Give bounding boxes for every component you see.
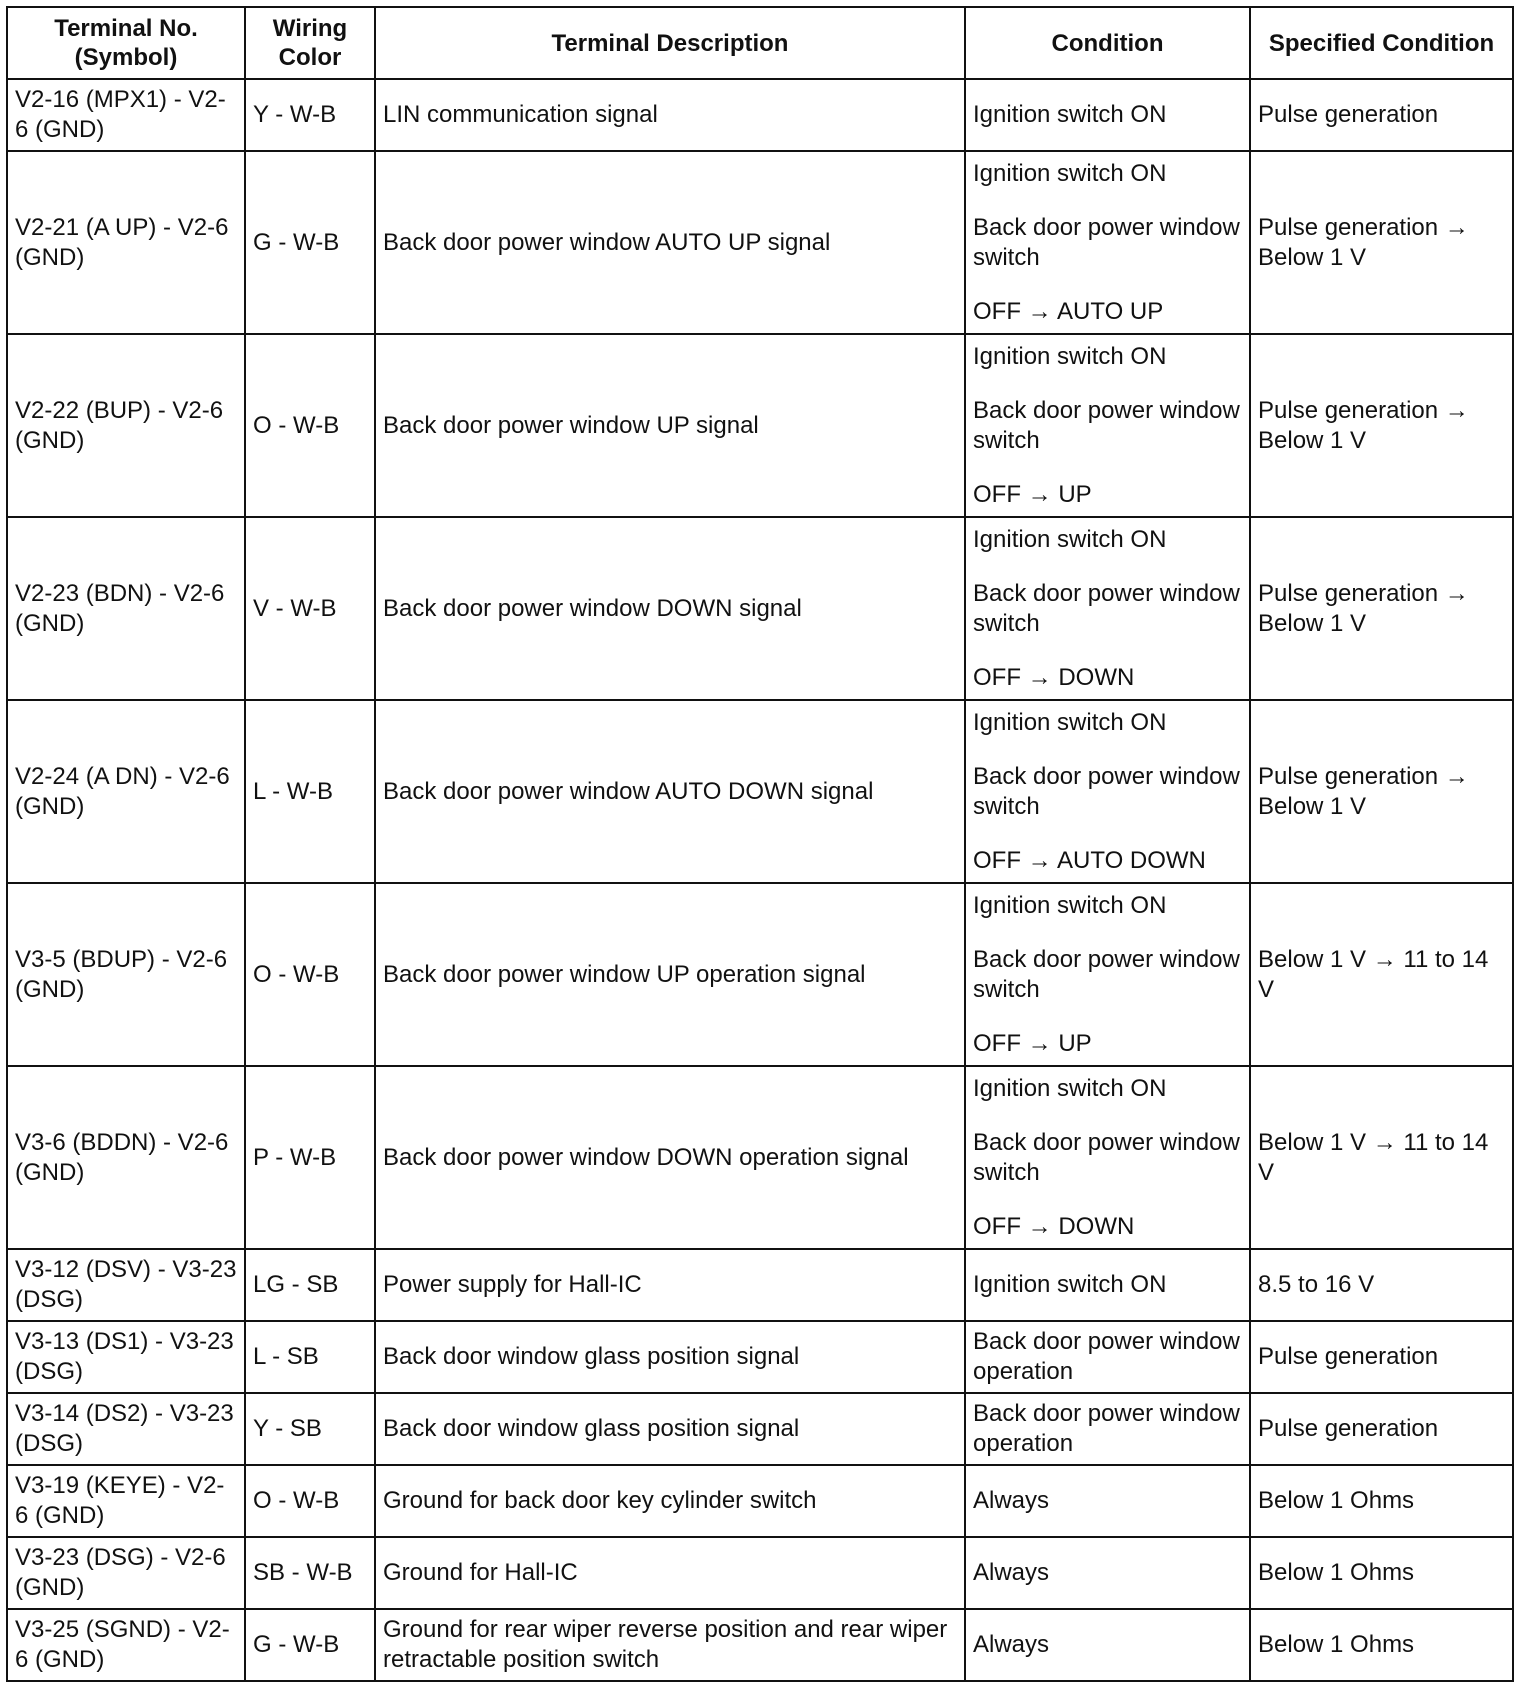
terminal-cell: V2-16 (MPX1) - V2-6 (GND) [7,79,245,151]
condition-lines [973,708,1242,876]
specified-condition-cell: Pulse generation [1250,1393,1513,1465]
condition-line: Back door power window operation [973,1400,1240,1457]
condition-gap [973,921,1242,945]
description-cell: LIN communication signal [375,79,965,151]
description-cell: Back door power window UP signal [375,334,965,517]
specified-condition-cell: 8.5 to 16 V [1250,1249,1513,1321]
condition-line: Ignition switch ON [973,1074,1167,1102]
condition-lines [973,1270,1242,1300]
condition-line: OFF → AUTO UP [973,297,1164,325]
condition-gap [973,189,1242,213]
condition-cell [965,1609,1250,1681]
condition-lines [973,1327,1242,1387]
condition-cell [965,517,1250,700]
terminal-cell: V2-23 (BDN) - V2-6 (GND) [7,517,245,700]
terminal-cell: V3-14 (DS2) - V3-23 (DSG) [7,1393,245,1465]
condition-cell [965,79,1250,151]
terminal-cell: V3-13 (DS1) - V3-23 (DSG) [7,1321,245,1393]
wiring-color-cell: O - W-B [245,334,375,517]
condition-cell [965,151,1250,334]
specified-condition-cell: Pulse generation → Below 1 V [1250,334,1513,517]
condition-line: Ignition switch ON [973,1271,1167,1298]
description-cell: Ground for Hall-IC [375,1537,965,1609]
specified-condition-cell: Below 1 V → 11 to 14 V [1250,883,1513,1066]
condition-cell [965,1393,1250,1465]
table-body [7,79,1513,1681]
wiring-color-cell: L - SB [245,1321,375,1393]
wiring-color-cell: Y - SB [245,1393,375,1465]
header-condition: Condition [965,7,1250,79]
header-terminal: Terminal No. (Symbol) [7,7,245,79]
condition-cell [965,1321,1250,1393]
table-row [7,1393,1513,1465]
terminal-cell: V2-22 (BUP) - V2-6 (GND) [7,334,245,517]
wiring-color-cell: G - W-B [245,151,375,334]
condition-line: Back door power window switch [973,1128,1240,1186]
condition-gap [973,555,1242,579]
condition-lines [973,159,1242,327]
condition-line: Ignition switch ON [973,342,1167,370]
wiring-color-cell: SB - W-B [245,1537,375,1609]
condition-lines [973,1630,1242,1660]
table-row [7,1321,1513,1393]
condition-lines [973,525,1242,693]
condition-line: Ignition switch ON [973,159,1167,187]
condition-line: Ignition switch ON [973,101,1167,128]
specified-condition-cell: Below 1 V → 11 to 14 V [1250,1066,1513,1249]
specified-condition-cell: Below 1 Ohms [1250,1465,1513,1537]
condition-gap [973,822,1242,846]
condition-line: Ignition switch ON [973,525,1167,553]
condition-line: Back door power window switch [973,213,1240,271]
condition-line: Back door power window operation [973,1328,1240,1385]
terminal-cell: V2-24 (A DN) - V2-6 (GND) [7,700,245,883]
condition-cell [965,334,1250,517]
condition-line: Back door power window switch [973,396,1240,454]
description-cell: Back door power window DOWN operation signal [375,1066,965,1249]
table-row [7,79,1513,151]
specified-condition-cell: Below 1 Ohms [1250,1609,1513,1681]
condition-line: Back door power window switch [973,579,1240,637]
condition-cell [965,1465,1250,1537]
condition-line: OFF → AUTO DOWN [973,846,1206,874]
condition-cell [965,1249,1250,1321]
condition-line: OFF → DOWN [973,663,1135,691]
header-description: Terminal Description [375,7,965,79]
specified-condition-cell: Pulse generation → Below 1 V [1250,700,1513,883]
condition-gap [973,273,1242,297]
condition-gap [973,456,1242,480]
terminal-cell: V3-19 (KEYE) - V2-6 (GND) [7,1465,245,1537]
specified-condition-cell: Pulse generation → Below 1 V [1250,517,1513,700]
description-cell: Back door window glass position signal [375,1321,965,1393]
condition-lines [973,342,1242,510]
condition-line: Always [973,1559,1050,1586]
condition-lines [973,1486,1242,1516]
table-row [7,1609,1513,1681]
table-row [7,700,1513,883]
description-cell: Power supply for Hall-IC [375,1249,965,1321]
terminal-cell: V3-25 (SGND) - V2-6 (GND) [7,1609,245,1681]
table-header-row [7,7,1513,79]
description-cell: Back door power window DOWN signal [375,517,965,700]
condition-line: OFF → DOWN [973,1212,1135,1240]
description-cell: Ground for back door key cylinder switch [375,1465,965,1537]
terminal-cell: V3-23 (DSG) - V2-6 (GND) [7,1537,245,1609]
condition-line: OFF → UP [973,1029,1092,1057]
terminal-cell: V3-12 (DSV) - V3-23 (DSG) [7,1249,245,1321]
condition-lines [973,1399,1242,1459]
specified-condition-cell: Pulse generation [1250,1321,1513,1393]
condition-lines [973,1558,1242,1588]
condition-gap [973,1005,1242,1029]
terminal-cell: V3-5 (BDUP) - V2-6 (GND) [7,883,245,1066]
header-specified-condition: Specified Condition [1250,7,1513,79]
description-cell: Back door power window AUTO UP signal [375,151,965,334]
condition-line: Always [973,1631,1050,1658]
table-row [7,1066,1513,1249]
condition-gap [973,639,1242,663]
wiring-color-cell: LG - SB [245,1249,375,1321]
description-cell: Back door power window UP operation signal [375,883,965,1066]
condition-lines [973,1074,1242,1242]
condition-gap [973,372,1242,396]
description-cell: Back door window glass position signal [375,1393,965,1465]
terminal-table [6,6,1514,1682]
table-row [7,151,1513,334]
specified-condition-cell: Pulse generation [1250,79,1513,151]
wiring-color-cell: P - W-B [245,1066,375,1249]
condition-line: Back door power window switch [973,762,1240,820]
specified-condition-cell: Pulse generation → Below 1 V [1250,151,1513,334]
condition-line: Back door power window switch [973,945,1240,1003]
table-row [7,883,1513,1066]
condition-line: Ignition switch ON [973,708,1167,736]
terminal-cell: V3-6 (BDDN) - V2-6 (GND) [7,1066,245,1249]
specified-condition-cell: Below 1 Ohms [1250,1537,1513,1609]
wiring-color-cell: V - W-B [245,517,375,700]
condition-gap [973,1104,1242,1128]
table-row [7,1537,1513,1609]
condition-cell [965,1537,1250,1609]
condition-cell [965,700,1250,883]
condition-lines [973,100,1242,130]
description-cell: Ground for rear wiper reverse position and rear wiper retractable position switch [375,1609,965,1681]
wiring-color-cell: G - W-B [245,1609,375,1681]
condition-line: OFF → UP [973,480,1092,508]
condition-line: Ignition switch ON [973,891,1167,919]
table-row [7,1249,1513,1321]
terminal-table-page [6,6,1512,1682]
wiring-color-cell: O - W-B [245,883,375,1066]
header-wiring-color: Wiring Color [245,7,375,79]
condition-cell [965,1066,1250,1249]
condition-gap [973,738,1242,762]
condition-cell [965,883,1250,1066]
wiring-color-cell: Y - W-B [245,79,375,151]
wiring-color-cell: O - W-B [245,1465,375,1537]
condition-gap [973,1188,1242,1212]
terminal-cell: V2-21 (A UP) - V2-6 (GND) [7,151,245,334]
condition-lines [973,891,1242,1059]
table-row [7,1465,1513,1537]
wiring-color-cell: L - W-B [245,700,375,883]
description-cell: Back door power window AUTO DOWN signal [375,700,965,883]
condition-line: Always [973,1487,1050,1514]
table-row [7,334,1513,517]
table-row [7,517,1513,700]
